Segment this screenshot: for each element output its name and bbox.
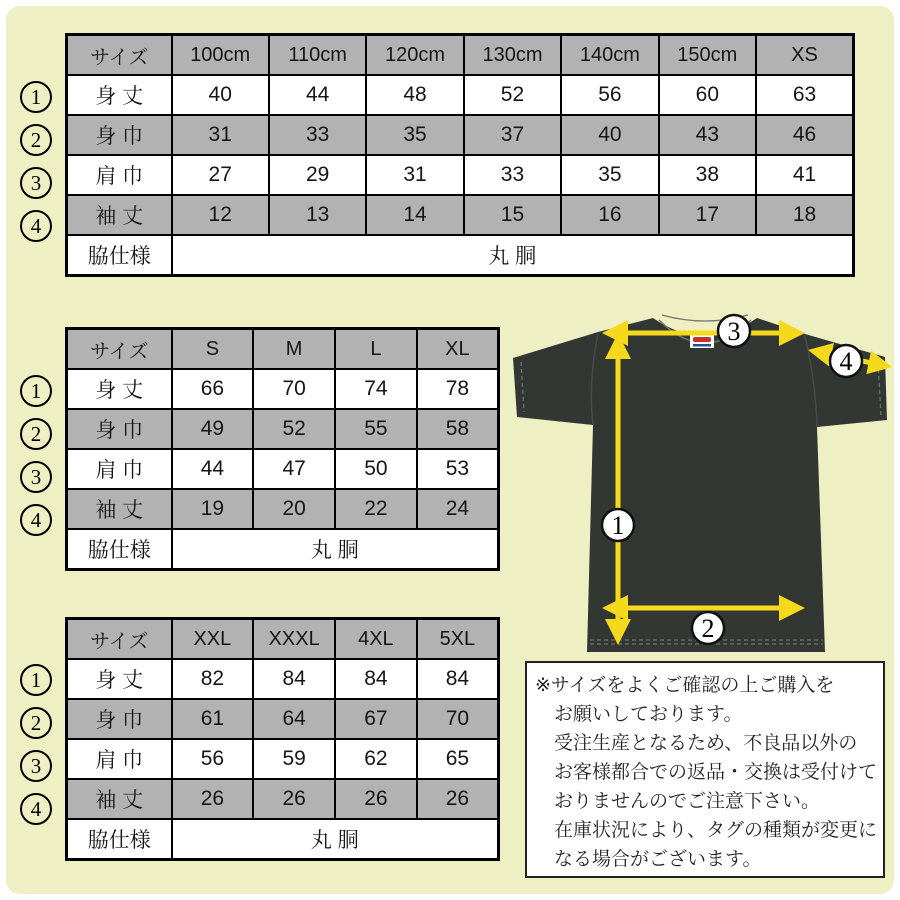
row-label: 身 丈 xyxy=(67,369,172,409)
note-line: お願いしております。 xyxy=(554,704,743,725)
size-value: 31 xyxy=(172,115,269,155)
row-label: 脇仕様 xyxy=(67,529,172,570)
table-footer-row xyxy=(67,819,499,860)
size-value: 44 xyxy=(172,449,254,489)
size-value: 24 xyxy=(417,489,499,529)
kids-size-table xyxy=(65,33,855,277)
size-value: 84 xyxy=(253,659,335,699)
table-row xyxy=(67,739,499,779)
size-header-cell: 100cm xyxy=(172,35,269,76)
size-value: 66 xyxy=(172,369,254,409)
brand-label-icon xyxy=(690,334,714,348)
size-value: 63 xyxy=(756,75,853,115)
size-header-cell: サイズ xyxy=(67,329,172,370)
table-row xyxy=(67,115,854,155)
size-header-cell: サイズ xyxy=(67,35,172,76)
row-label: 肩 巾 xyxy=(67,155,172,195)
size-value: 26 xyxy=(417,779,499,819)
table-row xyxy=(67,369,499,409)
row-label: 身 巾 xyxy=(67,115,172,155)
table-row xyxy=(67,75,854,115)
row-label: 肩 巾 xyxy=(67,449,172,489)
size-value: 47 xyxy=(253,449,335,489)
size-value: 33 xyxy=(269,115,366,155)
size-value: 19 xyxy=(172,489,254,529)
size-value: 56 xyxy=(561,75,658,115)
table-row xyxy=(67,195,854,235)
size-value: 56 xyxy=(172,739,254,779)
note-line: お客様都合での返品・交換は受付けて xyxy=(554,762,878,783)
size-value: 78 xyxy=(417,369,499,409)
size-value: 29 xyxy=(269,155,366,195)
size-value: 20 xyxy=(253,489,335,529)
size-value: 40 xyxy=(561,115,658,155)
table-row xyxy=(67,779,499,819)
note-line: ※サイズをよくご確認の上ご購入を xyxy=(535,675,835,696)
note-line: おりませんのでご注意下さい。 xyxy=(554,791,821,812)
size-value: 26 xyxy=(172,779,254,819)
row-marker-2: 2 xyxy=(20,124,52,156)
side-spec-value: 丸 胴 xyxy=(172,235,854,276)
size-value: 59 xyxy=(253,739,335,779)
size-header-cell: L xyxy=(335,329,417,370)
row-marker-3: 3 xyxy=(20,461,52,493)
table-header-row xyxy=(67,329,499,370)
size-value: 12 xyxy=(172,195,269,235)
size-value: 22 xyxy=(335,489,417,529)
size-header-cell: 120cm xyxy=(366,35,463,76)
size-value: 31 xyxy=(366,155,463,195)
row-label: 身 丈 xyxy=(67,659,172,699)
size-header-cell: 4XL xyxy=(335,619,417,660)
marker-digit: 4 xyxy=(839,347,853,376)
row-marker-4: 4 xyxy=(20,504,52,536)
size-header-cell: M xyxy=(253,329,335,370)
row-label: 脇仕様 xyxy=(67,819,172,860)
size-header-cell: 150cm xyxy=(659,35,756,76)
size-value: 40 xyxy=(172,75,269,115)
row-label: 袖 丈 xyxy=(67,195,172,235)
row-label: 身 巾 xyxy=(67,699,172,739)
size-value: 64 xyxy=(253,699,335,739)
table-row xyxy=(67,659,499,699)
size-value: 49 xyxy=(172,409,254,449)
size-value: 70 xyxy=(417,699,499,739)
size-value: 35 xyxy=(561,155,658,195)
row-label: 袖 丈 xyxy=(67,779,172,819)
row-marker-2: 2 xyxy=(20,707,52,739)
size-value: 26 xyxy=(335,779,417,819)
row-marker-1: 1 xyxy=(20,664,52,696)
size-value: 74 xyxy=(335,369,417,409)
size-value: 53 xyxy=(417,449,499,489)
table-header-row xyxy=(67,35,854,76)
shirt-marker-4 xyxy=(830,345,862,377)
size-value: 84 xyxy=(417,659,499,699)
side-spec-value: 丸 胴 xyxy=(172,819,499,860)
size-value: 60 xyxy=(659,75,756,115)
size-value: 38 xyxy=(659,155,756,195)
note-line: なる場合がございます。 xyxy=(554,849,762,870)
tshirt-measurement-diagram xyxy=(510,300,895,658)
size-value: 70 xyxy=(253,369,335,409)
size-value: 15 xyxy=(464,195,561,235)
size-value: 55 xyxy=(335,409,417,449)
size-value: 26 xyxy=(253,779,335,819)
row-marker-4: 4 xyxy=(20,210,52,242)
size-value: 82 xyxy=(172,659,254,699)
size-header-cell: XS xyxy=(756,35,853,76)
shirt-marker-3 xyxy=(718,315,750,347)
size-header-cell: 110cm xyxy=(269,35,366,76)
size-value: 43 xyxy=(659,115,756,155)
size-value: 17 xyxy=(659,195,756,235)
row-label: 身 丈 xyxy=(67,75,172,115)
marker-digit: 3 xyxy=(727,317,741,346)
row-marker-3: 3 xyxy=(20,167,52,199)
row-label: 脇仕様 xyxy=(67,235,172,276)
table-footer-row xyxy=(67,235,854,276)
purchase-note-box xyxy=(525,661,885,878)
size-header-cell: サイズ xyxy=(67,619,172,660)
size-header-cell: 140cm xyxy=(561,35,658,76)
size-value: 50 xyxy=(335,449,417,489)
note-line: 在庫状況により、タグの種類が変更に xyxy=(554,820,878,841)
side-spec-value: 丸 胴 xyxy=(172,529,499,570)
size-value: 13 xyxy=(269,195,366,235)
marker-digit: 1 xyxy=(611,511,625,540)
shirt-marker-2 xyxy=(692,612,724,644)
row-label: 身 巾 xyxy=(67,409,172,449)
row-label: 袖 丈 xyxy=(67,489,172,529)
size-value: 46 xyxy=(756,115,853,155)
table-header-row xyxy=(67,619,499,660)
size-value: 84 xyxy=(335,659,417,699)
size-header-cell: XXL xyxy=(172,619,254,660)
note-line: 受注生産となるため、不良品以外の xyxy=(554,733,858,754)
size-value: 27 xyxy=(172,155,269,195)
table-footer-row xyxy=(67,529,499,570)
size-value: 44 xyxy=(269,75,366,115)
size-value: 37 xyxy=(464,115,561,155)
table-row xyxy=(67,489,499,529)
row-marker-1: 1 xyxy=(20,81,52,113)
size-value: 18 xyxy=(756,195,853,235)
plus-size-table xyxy=(65,617,500,861)
size-value: 52 xyxy=(253,409,335,449)
size-value: 58 xyxy=(417,409,499,449)
size-value: 67 xyxy=(335,699,417,739)
size-value: 33 xyxy=(464,155,561,195)
row-marker-3: 3 xyxy=(20,750,52,782)
table-row xyxy=(67,449,499,489)
size-value: 62 xyxy=(335,739,417,779)
size-header-cell: XL xyxy=(417,329,499,370)
size-value: 14 xyxy=(366,195,463,235)
size-value: 16 xyxy=(561,195,658,235)
size-header-cell: XXXL xyxy=(253,619,335,660)
size-value: 48 xyxy=(366,75,463,115)
row-label: 肩 巾 xyxy=(67,739,172,779)
size-value: 35 xyxy=(366,115,463,155)
table-row xyxy=(67,409,499,449)
table-row xyxy=(67,155,854,195)
shirt-marker-1 xyxy=(602,509,634,541)
row-marker-1: 1 xyxy=(20,375,52,407)
table-row xyxy=(67,699,499,739)
size-value: 65 xyxy=(417,739,499,779)
adult-size-table xyxy=(65,327,500,571)
size-header-cell: S xyxy=(172,329,254,370)
size-value: 61 xyxy=(172,699,254,739)
row-marker-4: 4 xyxy=(20,793,52,825)
size-header-cell: 130cm xyxy=(464,35,561,76)
row-marker-2: 2 xyxy=(20,418,52,450)
size-header-cell: 5XL xyxy=(417,619,499,660)
marker-digit: 2 xyxy=(701,614,715,643)
size-value: 52 xyxy=(464,75,561,115)
size-value: 41 xyxy=(756,155,853,195)
